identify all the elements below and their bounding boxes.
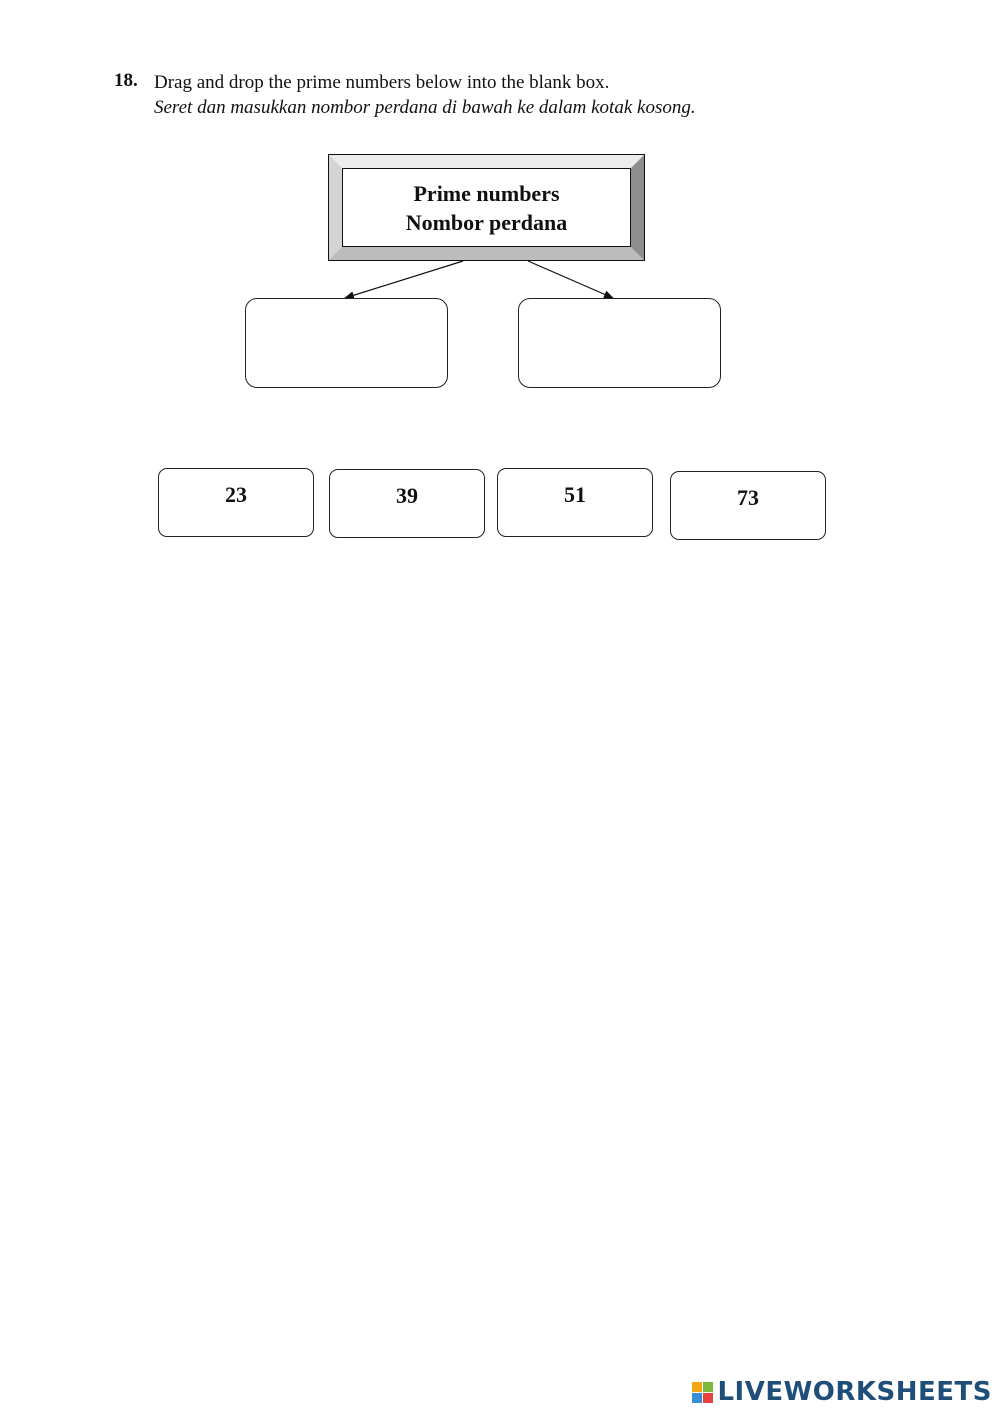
watermark-text: LIVEWORKSHEETS [717, 1377, 992, 1407]
number-tile-73[interactable] [670, 471, 826, 540]
question-text-english: Drag and drop the prime numbers below into the blank box. [154, 72, 610, 93]
title-line-malay: Nombor perdana [405, 209, 568, 235]
number-tile-label: 39 [396, 483, 418, 508]
question-number: 18. [114, 70, 138, 91]
logo-square [692, 1382, 702, 1392]
number-tile-23[interactable] [158, 468, 314, 537]
title-box-inner [342, 168, 631, 247]
number-tile-label: 23 [225, 482, 247, 507]
drop-box-left[interactable] [245, 298, 448, 388]
number-tile-39[interactable] [329, 469, 485, 538]
prime-numbers-title-box [329, 155, 644, 260]
number-tile-label: 73 [737, 485, 759, 510]
drop-box-right[interactable] [518, 298, 721, 388]
liveworksheets-logo-icon [692, 1382, 713, 1403]
arrow-to-left-box [345, 261, 463, 298]
liveworksheets-watermark [692, 1377, 992, 1407]
number-tile-label: 51 [564, 482, 586, 507]
question-text-malay: Seret dan masukkan nombor perdana di bawah ke dalam kotak kosong. [154, 97, 696, 118]
title-line-english: Prime numbers [413, 180, 560, 206]
number-tile-51[interactable] [497, 468, 653, 537]
logo-square [703, 1382, 713, 1392]
arrow-to-right-box [528, 261, 613, 298]
logo-square [703, 1393, 713, 1403]
logo-square [692, 1393, 702, 1403]
